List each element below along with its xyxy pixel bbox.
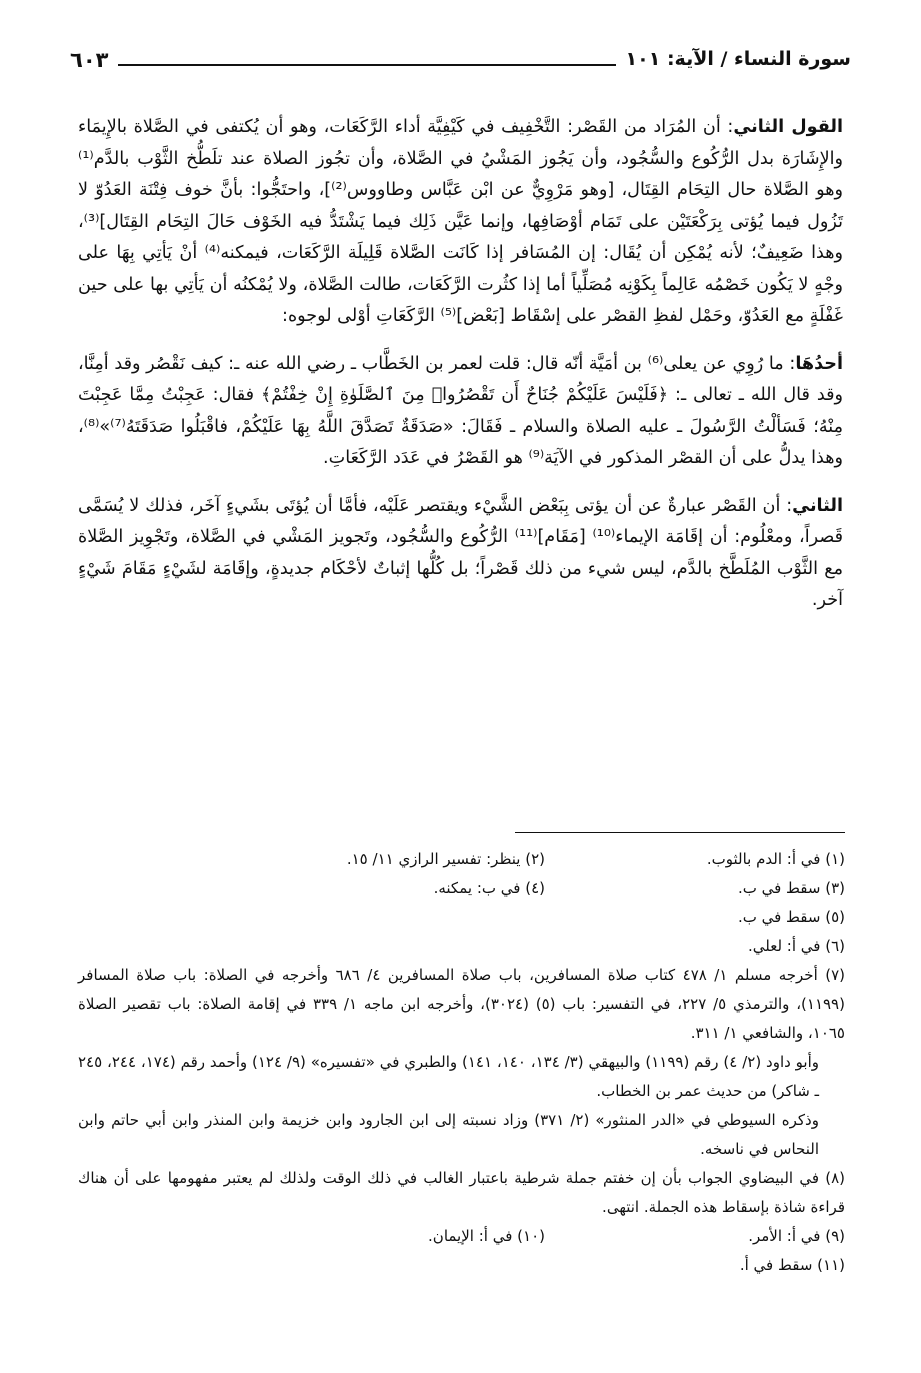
footnote-7-continued: وأبو داود (٢/ ٤) رقم (١١٩٩) والبيهقي (٣/ ١٣٤، ١٤٠، ١٤١) والطبري في «تفسيره» (٩/ ١٢٤) وأحمد رقم (١٧٤، ٢٤٤، ٢٤٥ ـ شاكر) من حديث عمر بن الخطاب. bbox=[78, 1053, 819, 1100]
paragraph-lead: القول الثاني bbox=[733, 117, 843, 137]
paragraph-lead: أحدُهَا bbox=[795, 353, 844, 374]
paragraph-first-reason bbox=[78, 349, 843, 475]
paragraph-text: : أن القَصْر عبارةٌ عن أن يؤتى بِبَعْض الشَّيْء ويقتصر عَلَيْه، فأمَّا أن يُؤتَى بشَيءٍ آخَر، فذلك لا يُسَمَّى قَصراً، ومعْلُوم: أن إقَامَة الإيماء⁽¹⁰⁾ [مَقَام]⁽¹¹⁾ الرُّكُوع والسُّجُود، وتَجويز المَشْي في الصَّلاة، وتَجْوِيز الصَّلاة مع الثَّوْب المُلَطَّخ بالدَّم، ليس شيء من ذلك قَصْراً؛ بل كُلُّها إثباتٌ لأحْكَام جديدةٍ، وإقَامَة لشَيْءٍ مَقَامَ شَيْءٍ آخر. bbox=[78, 495, 843, 610]
header-rule bbox=[118, 64, 615, 66]
footnote-row bbox=[78, 874, 845, 903]
footnote-7: (٧) أخرجه مسلم ١/ ٤٧٨ كتاب صلاة المسافرين، باب صلاة المسافرين ٤/ ٦٨٦ وأخرجه في الصلاة: باب صلاة المسافر (١١٩٩)، والترمذي ٥/ ٢٢٧، في التفسير: باب (٥) (٣٠٢٤)، وأخرجه ابن ماجه ١/ ٣٣٩ في إقامة الصلاة: باب تقصير الصلاة ١٠٦٥، والشافعي ١/ ٣١١. bbox=[78, 966, 845, 1042]
surah-verse-title: سورة النساء / الآية: ١٠١ bbox=[625, 48, 851, 70]
footnote-1: (١) في أ: الدم بالثوب. bbox=[706, 850, 845, 868]
footnotes bbox=[78, 845, 845, 1280]
footnote-4: (٤) في ب: يمكنه. bbox=[433, 879, 545, 897]
footnote-10: (١٠) في أ: الإيمان. bbox=[428, 1227, 545, 1245]
footnote-8: (٨) في البيضاوي الجواب بأن إن خفتم جملة شرطية باعتبار الغالب في ذلك الوقت ولذلك لم يعتبر مفهومها على أن هناك قراءة شاذة بإسقاط هذه الجملة. انتهى. bbox=[78, 1169, 845, 1216]
paragraph-text: : أن المُرَاد من القَصْر: التَّخْفِيف في كَيْفِيَّة أداء الرَّكَعَات، وهو أن يُكتفى في الصَّلاة بالإِيمَاء والإِشَارَة بدل الرُّكُوع والسُّجُود، وأن يَجُوز المَشْيُ في الصَّلاة، وأن تجُوز الصلاة عند تلَطُّخ الثَّوْب بالدَّم⁽¹⁾ وهو الصَّلاة حال التِحَام القِتَال، [وهو مَرْوِيٌّ عن ابْن عَبَّاس وطاووس⁽²⁾]، واحتَجُّوا: بأنَّ خوف فِتْنَة العَدُوّ لا تَزُول فيما يُؤتى بِرَكْعَتَيْن على تَمَام أوْصَافِها، وإنما عَيَّن ذَلِك فيما يَشْتَدُّ فيه الخَوْف حَالَ التِحَام القِتَال]⁽³⁾، وهذا ضَعِيفٌ؛ لأنه يُمْكِن أن يُقَال: إن المُسَافر إذا كَانَت الصَّلاة قَلِيلَة الرَّكَعَات، فيمكنه⁽⁴⁾ أنْ يَأتِي بِهَا على وجْهٍ لا يَكُون خَصْمُه عَالِماً بِكَوْنِه مُصَلِّياً أما إذا كثُرت الرَّكَعَات، طالت الصَّلاة، ولا يُمْكنُه أن يَأتِي بها على حين غَفْلَةٍ مع العَدُوّ، وحَمْل لفظِ القصْر على إسْقَاط [بَعْض]⁽⁵⁾ الرَّكَعَاتِ أوْلى لوجوه: bbox=[78, 117, 843, 326]
paragraph-second-reason bbox=[78, 491, 843, 617]
page-header bbox=[70, 40, 851, 76]
footnote-5: (٥) سقط في ب. bbox=[737, 908, 845, 926]
paragraph-text: : ما رُوِي عن يعلى⁽⁶⁾ بن أمَيَّة أنّه قال: قلت لعمر بن الخَطَّاب ـ رضي الله عنه ـ: كيف نَقْصُر وقد أمِنَّا، وقد قال الله ـ تعالى ـ: ﴿فَلَيْسَ عَلَيْكُمْ جُنَاحٌ أَن تَقْصُرُوا۟ مِنَ ٱلصَّلَوٰةِ إِنْ خِفْتُمْ﴾ فقال: عَجِبْتُ مِمَّا عَجِبْتَ مِنْهُ؛ فَسَألْتُ الرَّسُولَ ـ عليه الصلاة والسلام ـ فَقَالَ: «صَدَقَةٌ تَصَدَّقَ اللَّهُ بِهَا عَلَيْكُمْ، فاقْبَلُوا صَدَقَتَهُ⁽⁷⁾»⁽⁸⁾، وهذا يدلُّ على أن القصْر المذكور في الآيَة⁽⁹⁾ هو القَصْرُ في عَدَد الرَّكَعَاتِ. bbox=[78, 353, 843, 468]
footnote-9: (٩) في أ: الأمر. bbox=[748, 1227, 845, 1245]
paragraph-lead: الثاني bbox=[792, 495, 843, 516]
footnote-separator bbox=[515, 832, 845, 833]
footnote-row bbox=[78, 845, 845, 874]
footnote-6: (٦) في أ: لعلي. bbox=[747, 937, 845, 955]
footnote-11: (١١) سقط في أ. bbox=[739, 1256, 845, 1274]
footnote-7-continued: وذكره السيوطي في «الدر المنثور» (٢/ ٣٧١) وزاد نسبته إلى ابن الجارود وابن خزيمة وابن المنذر وابن أبي حاتم وابن النحاس في ناسخه. bbox=[78, 1111, 819, 1158]
main-text bbox=[78, 112, 843, 633]
page-number: ٦٠٣ bbox=[70, 48, 109, 72]
footnote-row bbox=[78, 1222, 845, 1251]
footnote-2: (٢) ينظر: تفسير الرازي ١١/ ١٥. bbox=[346, 850, 545, 868]
footnote-3: (٣) سقط في ب. bbox=[737, 879, 845, 897]
paragraph-second-opinion bbox=[78, 112, 843, 333]
